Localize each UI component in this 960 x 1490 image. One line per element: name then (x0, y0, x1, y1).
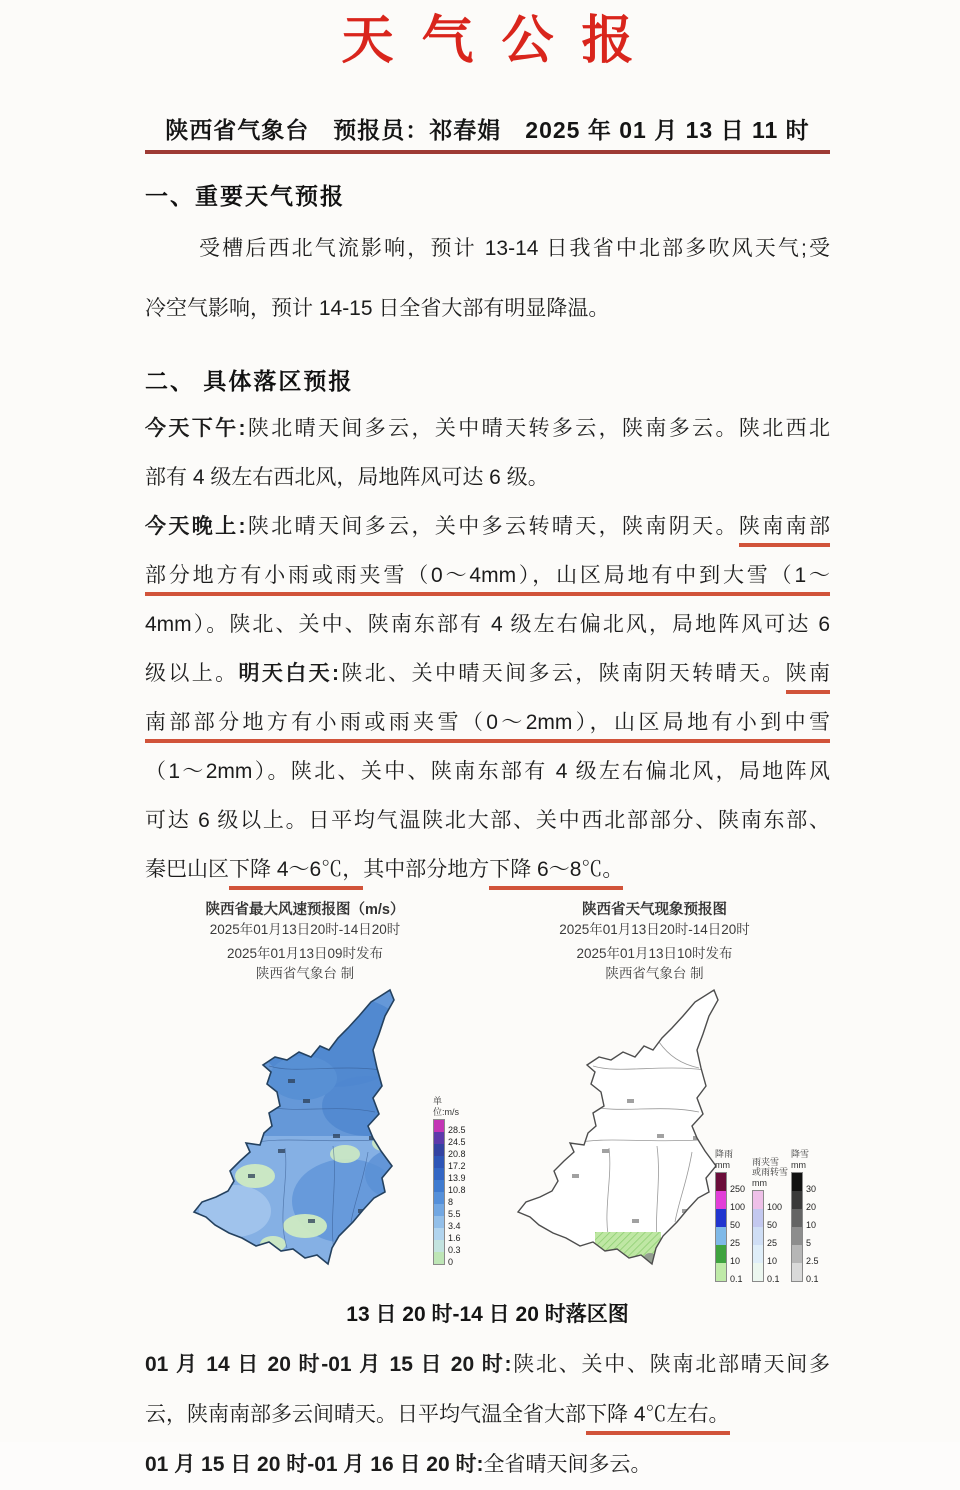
phenomena-map-caption-title: 陕西省天气现象预报图 (582, 902, 727, 918)
text-segment: 冷空气影响，预计 14-15 日全省大部有明显降温。 (145, 297, 610, 320)
phenomena-fill (509, 986, 789, 1286)
subtitle-issuer-line: 陕西省气象台 预报员：祁春娟 2025 年 01 月 13 日 11 时 (145, 112, 830, 154)
text-segment: 陕北、关中晴天间多云，陕南阴天转晴天。 (339, 662, 786, 685)
section-2-heading: 二、 具体落区预报 (145, 368, 354, 394)
snow-legend (791, 1136, 819, 1282)
text-segment: 今天晚上: (145, 515, 246, 538)
wind-speed-legend (433, 1096, 466, 1265)
highlighted-text: 下降 6～8℃。 (489, 858, 623, 890)
wind-map-caption (145, 900, 465, 984)
text-segment: （1～2mm）。陕北、关中、陕南东部有 4 级左右偏北风，局地阵风 (145, 760, 830, 783)
text-segment: 陕北晴天间多云，关中多云转晴天，陕南阴天。 (245, 515, 739, 538)
text-line (145, 453, 830, 502)
legend-tick-labels: 30 20 10 5 2.5 0.1 (806, 1184, 819, 1284)
legend-tick-labels: 28.5 24.5 20.8 17.2 13.9 10.8 8 5.5 3.4 1.6 0.3 0 (448, 1125, 466, 1267)
wind-speed-map-image (185, 986, 465, 1286)
text-line (145, 219, 830, 279)
legend-color-bar (752, 1190, 764, 1282)
text-segment: 01 月 14 日 20 时-01 月 15 日 20 时: (145, 1353, 512, 1376)
section-3-body (145, 1340, 830, 1490)
legend-tick-labels: 100 50 25 10 0.1 (767, 1202, 783, 1284)
weather-phenomena-map (479, 986, 830, 1288)
phenomena-map-caption (479, 900, 830, 984)
text-line (145, 1390, 830, 1440)
light-rain-zone (595, 1232, 661, 1274)
highlighted-text: 南部部分地方有小雨或雨夹雪（0～2mm），山区局地有小到中雪 (145, 711, 830, 743)
weather-phenomena-map-image (509, 986, 789, 1286)
text-line (145, 279, 830, 339)
text-segment: 4mm）。陕北、关中、陕南东部有 4 级左右偏北风，局地阵风可达 6 (145, 613, 830, 636)
sleet-legend (752, 1154, 788, 1282)
text-line (145, 404, 830, 453)
phenomena-map-caption-period: 2025年01月13日20时-14日20时 (559, 922, 750, 937)
text-line (145, 600, 830, 649)
legend-tick-labels: 250 100 50 25 10 0.1 (730, 1184, 746, 1284)
text-line (145, 649, 830, 698)
phenomena-map-caption-issued: 2025年01月13日10时发布 (576, 946, 733, 961)
highlighted-text: 下降 4～6℃， (229, 858, 363, 890)
highlighted-text: 陕南 (786, 662, 830, 694)
section-1-heading: 一、重要天气预报 (145, 183, 345, 209)
legend-color-bar (715, 1172, 727, 1282)
maps-bottom-caption: 13 日 20 时-14 日 20 时落区图 (346, 1303, 629, 1326)
legend-title: 雨夹雪 或雨转雪 mm (752, 1156, 789, 1188)
wind-speed-fill (185, 986, 465, 1286)
text-segment: 陕北晴天间多云，关中晴天转多云，陕南多云。陕北西北 (245, 417, 830, 440)
text-line (145, 502, 830, 551)
forecast-maps (145, 900, 830, 1288)
wind-speed-map (145, 986, 465, 1288)
text-segment: 部有 4 级左右西北风，局地阵风可达 6 级。 (145, 466, 549, 489)
wind-map-caption-issued: 2025年01月13日09时发布 (226, 946, 384, 961)
text-line (145, 1440, 830, 1490)
legend-title: 降雨 mm (715, 1149, 734, 1170)
legend-color-bar (791, 1172, 803, 1282)
text-line (145, 747, 830, 796)
wind-map-caption-period: 2025年01月13日20时-14日20时 (209, 922, 401, 937)
wind-speed-map-column (145, 900, 465, 1288)
legend-color-bar (433, 1119, 445, 1265)
rain-legend (715, 1136, 745, 1282)
text-line (145, 1340, 830, 1390)
wind-map-caption-agency: 陕西省气象台 制 (255, 966, 355, 981)
text-segment: 今天下午: (145, 417, 246, 440)
highlighted-text: 下降 4℃左右。 (586, 1403, 730, 1435)
text-line (145, 698, 830, 747)
text-line (145, 796, 830, 845)
text-segment: 秦巴山区 (145, 858, 229, 881)
text-segment: 级以上。 (145, 662, 239, 685)
text-segment: 全省晴天间多云。 (483, 1453, 652, 1476)
section-2-body (145, 404, 830, 894)
text-segment: 可达 6 级以上。日平均气温陕北大部、关中西北部部分、陕南东部、 (145, 809, 830, 832)
weather-phenomena-map-column (479, 900, 830, 1288)
highlighted-text: 陕南南部 (739, 515, 830, 547)
section-1-body (145, 219, 830, 339)
legend-title: 单位:m/s (433, 1096, 459, 1117)
page-title: 天气公报 (341, 12, 662, 70)
text-segment: 01 月 15 日 20 时-01 月 16 日 20 时: (145, 1453, 484, 1476)
wind-map-caption-title: 陕西省最大风速预报图（m/s） (205, 902, 405, 918)
phenomena-map-caption-agency: 陕西省气象台 制 (605, 966, 704, 981)
text-line (145, 845, 830, 894)
text-line (145, 551, 830, 600)
text-segment: 其中部分地方 (363, 858, 490, 881)
highlighted-text: 部分地方有小雨或雨夹雪（0～4mm），山区局地有中到大雪（1～ (145, 564, 830, 596)
legend-title: 降雪 mm (791, 1149, 810, 1170)
text-segment: 云，陕南南部多云间晴天。日平均气温全省大部 (145, 1403, 586, 1426)
text-segment: 陕北、关中、陕南北部晴天间多 (511, 1353, 831, 1376)
text-segment: 明天白天: (238, 662, 340, 685)
text-segment: 受槽后西北气流影响，预计 13-14 日我省中北部多吹风天气;受 (199, 237, 830, 260)
